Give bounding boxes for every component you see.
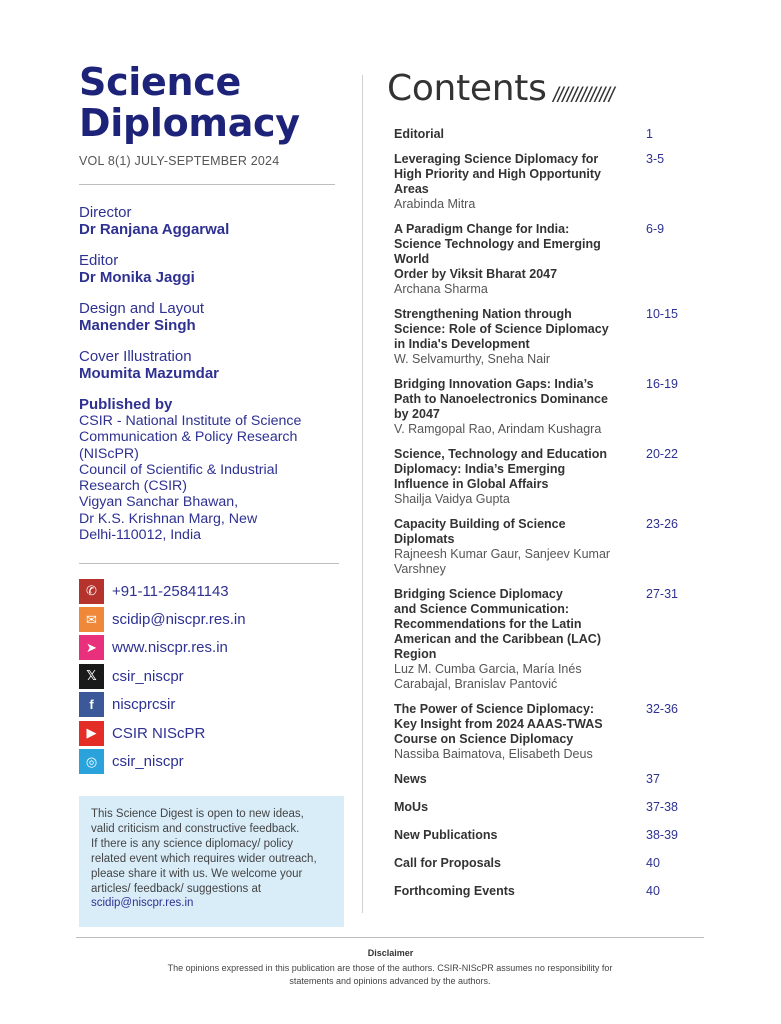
toc-entry-text — [394, 447, 634, 507]
publisher-line: Dr K.S. Krishnan Marg, New — [79, 510, 258, 527]
credits-section — [79, 204, 341, 543]
publisher-line: Vigyan Sanchar Bhawan, — [79, 494, 239, 511]
toc-entry[interactable] — [394, 800, 714, 815]
toc-page-numbers[interactable]: 40 — [646, 884, 660, 898]
toc-title-line: Science: Role of Science Diplomacy — [394, 322, 609, 336]
contact-text[interactable]: www.niscpr.res.in — [112, 639, 228, 657]
toc-title-line: American and the Caribbean (LAC) — [394, 632, 601, 646]
toc-page-numbers[interactable]: 37 — [646, 772, 660, 786]
credit-name: Dr Ranjana Aggarwal — [79, 221, 230, 238]
notice-line: valid criticism and constructive feedback. — [91, 822, 300, 835]
toc-title-line: in India's Development — [394, 337, 530, 351]
notice-line: This Science Digest is open to new ideas, — [91, 808, 304, 820]
contact-text[interactable]: csir_niscpr — [112, 667, 184, 685]
notice-email-link[interactable]: scidip@niscpr.res.in — [91, 897, 194, 910]
publisher-block — [79, 396, 341, 543]
divider — [79, 563, 339, 564]
notice-box — [79, 796, 344, 927]
disclaimer-text — [130, 962, 650, 988]
toc-title-line: MoUs — [394, 800, 429, 814]
toc-title-line: A Paradigm Change for India: — [394, 222, 570, 236]
toc-page-numbers[interactable]: 3-5 — [646, 152, 665, 166]
toc-entry-text — [394, 152, 634, 212]
contact-item[interactable] — [79, 634, 341, 662]
phone-icon: ✆ — [79, 579, 104, 604]
notice-line: articles/ feedback/ suggestions at — [91, 882, 262, 895]
contact-item[interactable] — [79, 605, 341, 633]
contact-text[interactable]: +91-11-25841143 — [112, 582, 229, 600]
toc-entry-text — [394, 800, 634, 815]
toc-entry-text — [394, 377, 634, 437]
column-divider — [362, 75, 363, 913]
notice-line: please share it with us. We welcome your — [91, 867, 303, 880]
contact-item[interactable] — [79, 662, 341, 690]
toc-page-numbers[interactable]: 40 — [646, 856, 660, 870]
toc-page-numbers[interactable]: 23-26 — [646, 517, 678, 531]
toc-entry-text — [394, 517, 634, 577]
toc-entry-text — [394, 884, 634, 899]
toc-page-numbers[interactable]: 38-39 — [646, 828, 678, 842]
credit-name: Dr Monika Jaggi — [79, 269, 195, 286]
toc-page-numbers[interactable]: 6-9 — [646, 222, 665, 236]
toc-title-line: World — [394, 252, 430, 266]
toc-page-numbers[interactable]: 16-19 — [646, 377, 678, 391]
toc-title-line: Call for Proposals — [394, 856, 501, 870]
credit-role: Director — [79, 204, 132, 221]
toc-page-numbers[interactable]: 20-22 — [646, 447, 678, 461]
disclaimer-line: The opinions expressed in this publication are those of the authors. CSIR-NIScPR assumes no responsibility for — [167, 963, 613, 973]
toc-author-line: Carabajal, Branislav Pantović — [394, 677, 558, 691]
disclaimer-line: statements and opinions advanced by the authors. — [289, 976, 491, 986]
notice-line: related event which requires wider outreach, — [91, 852, 317, 865]
toc-entry-text — [394, 307, 634, 367]
toc-page-numbers[interactable]: 1 — [646, 127, 653, 141]
toc-title-line: Areas — [394, 182, 429, 196]
toc-title-line: Bridging Science Diplomacy — [394, 587, 563, 601]
toc-entry-text — [394, 127, 634, 142]
disclaimer-heading: Disclaimer — [367, 948, 414, 958]
credit-entry — [79, 252, 341, 286]
toc-title-line: and Science Communication: — [394, 602, 570, 616]
masthead — [79, 62, 341, 168]
toc-title-line: High Priority and High Opportunity — [394, 167, 601, 181]
toc-author-line: W. Selvamurthy, Sneha Nair — [394, 352, 551, 366]
toc-entry[interactable] — [394, 127, 714, 142]
credit-role: Cover Illustration — [79, 348, 192, 365]
credit-entry — [79, 204, 341, 238]
toc-title-line: New Publications — [394, 828, 498, 842]
contact-text[interactable]: scidip@niscpr.res.in — [112, 611, 246, 629]
magazine-title-line1: Science — [79, 60, 241, 104]
toc-title-line: by 2047 — [394, 407, 440, 421]
toc-title-line: Diplomacy: India’s Emerging — [394, 462, 566, 476]
contact-list — [79, 577, 341, 776]
divider — [79, 184, 335, 185]
toc-entry-text — [394, 222, 634, 297]
toc-title-line: News — [394, 772, 427, 786]
toc-entry-text — [394, 702, 634, 762]
toc-entry[interactable] — [394, 377, 714, 437]
toc-title-line: Bridging Innovation Gaps: India’s — [394, 377, 594, 391]
toc-title-line: Region — [394, 647, 437, 661]
credit-entry — [79, 300, 341, 334]
toc-entry[interactable] — [394, 828, 714, 843]
toc-entry-text — [394, 828, 634, 843]
toc-author-line: Luz M. Cumba Garcia, María Inés — [394, 662, 582, 676]
toc-author-line: Archana Sharma — [394, 282, 488, 296]
toc-page-numbers[interactable]: 37-38 — [646, 800, 678, 814]
contact-text[interactable]: CSIR NIScPR — [112, 724, 206, 742]
credit-role: Design and Layout — [79, 300, 205, 317]
contact-item[interactable] — [79, 747, 341, 775]
facebook-icon: f — [79, 692, 104, 717]
toc-entry[interactable] — [394, 222, 714, 297]
credit-entry — [79, 348, 341, 382]
decorative-hatch: ///////////// — [553, 84, 614, 107]
contents-heading: Contents — [387, 68, 547, 109]
toc-page-numbers[interactable]: 27-31 — [646, 587, 678, 601]
publisher-line: Research (CSIR) — [79, 478, 188, 495]
toc-title-line: Path to Nanoelectronics Dominance — [394, 392, 608, 406]
toc-title-line: Diplomats — [394, 532, 455, 546]
youtube-icon: ▶ — [79, 721, 104, 746]
toc-title-line: Strengthening Nation through — [394, 307, 572, 321]
toc-title-line: Influence in Global Affairs — [394, 477, 549, 491]
toc-title-line: Capacity Building of Science — [394, 517, 566, 531]
toc-entry-text — [394, 587, 634, 692]
toc-page-numbers[interactable]: 32-36 — [646, 702, 678, 716]
contact-text[interactable]: csir_niscpr — [112, 753, 184, 771]
toc-author-line: Nassiba Baimatova, Elisabeth Deus — [394, 747, 593, 761]
publisher-line: Council of Scientific & Industrial — [79, 461, 278, 478]
toc-title-line: Recommendations for the Latin — [394, 617, 582, 631]
credit-name: Moumita Mazumdar — [79, 365, 220, 382]
publisher-line: Delhi-110012, India — [79, 527, 201, 544]
toc-title-line: Key Insight from 2024 AAAS-TWAS — [394, 717, 603, 731]
toc-author-line: Arabinda Mitra — [394, 197, 476, 211]
volume-info: VOL 8(1) JULY-SEPTEMBER 2024 — [79, 154, 280, 168]
toc-title-line: Science, Technology and Education — [394, 447, 608, 461]
toc-author-line: Rajneesh Kumar Gaur, Sanjeev Kumar — [394, 547, 611, 561]
toc-entry-text — [394, 856, 634, 871]
instagram-icon: ◎ — [79, 749, 104, 774]
toc-title-line: Course on Science Diplomacy — [394, 732, 574, 746]
magazine-title-line2: Diplomacy — [79, 101, 300, 145]
toc-entry[interactable] — [394, 856, 714, 871]
toc-author-line: V. Ramgopal Rao, Arindam Kushagra — [394, 422, 602, 436]
contact-item[interactable] — [79, 691, 341, 719]
table-of-contents — [394, 127, 714, 912]
toc-entry[interactable] — [394, 702, 714, 762]
publisher-line: CSIR - National Institute of Science — [79, 413, 302, 429]
toc-author-line: Shailja Vaidya Gupta — [394, 492, 510, 506]
publisher-line: Communication & Policy Research — [79, 429, 298, 446]
publisher-line: (NIScPR) — [79, 445, 139, 462]
toc-title-line: Forthcoming Events — [394, 884, 515, 898]
email-icon: ✉ — [79, 607, 104, 632]
toc-entry[interactable] — [394, 772, 714, 787]
x-logo-icon: 𝕏 — [79, 664, 104, 689]
toc-title-line: Leveraging Science Diplomacy for — [394, 152, 599, 166]
toc-entry[interactable] — [394, 884, 714, 899]
contact-item[interactable] — [79, 719, 341, 747]
toc-page-numbers[interactable]: 10-15 — [646, 307, 678, 321]
toc-entry[interactable] — [394, 517, 714, 577]
toc-entry[interactable] — [394, 307, 714, 367]
credit-name: Manender Singh — [79, 317, 196, 334]
publisher-heading: Published by — [79, 396, 173, 413]
contact-text[interactable]: niscprcsir — [112, 696, 176, 714]
toc-entry[interactable] — [394, 587, 714, 692]
cursor-icon: ➤ — [79, 635, 104, 660]
credit-role: Editor — [79, 252, 119, 269]
toc-entry-text — [394, 772, 634, 787]
toc-title-line: Editorial — [394, 127, 445, 141]
contact-item[interactable] — [79, 577, 341, 605]
toc-entry[interactable] — [394, 447, 714, 507]
toc-title-line: The Power of Science Diplomacy: — [394, 702, 595, 716]
toc-title-line: Science Technology and Emerging — [394, 237, 601, 251]
toc-entry[interactable] — [394, 152, 714, 212]
toc-author-line: Varshney — [394, 562, 446, 576]
toc-title-line: Order by Viksit Bharat 2047 — [394, 267, 558, 281]
divider — [76, 937, 704, 938]
notice-line: If there is any science diplomacy/ policy — [91, 837, 293, 850]
